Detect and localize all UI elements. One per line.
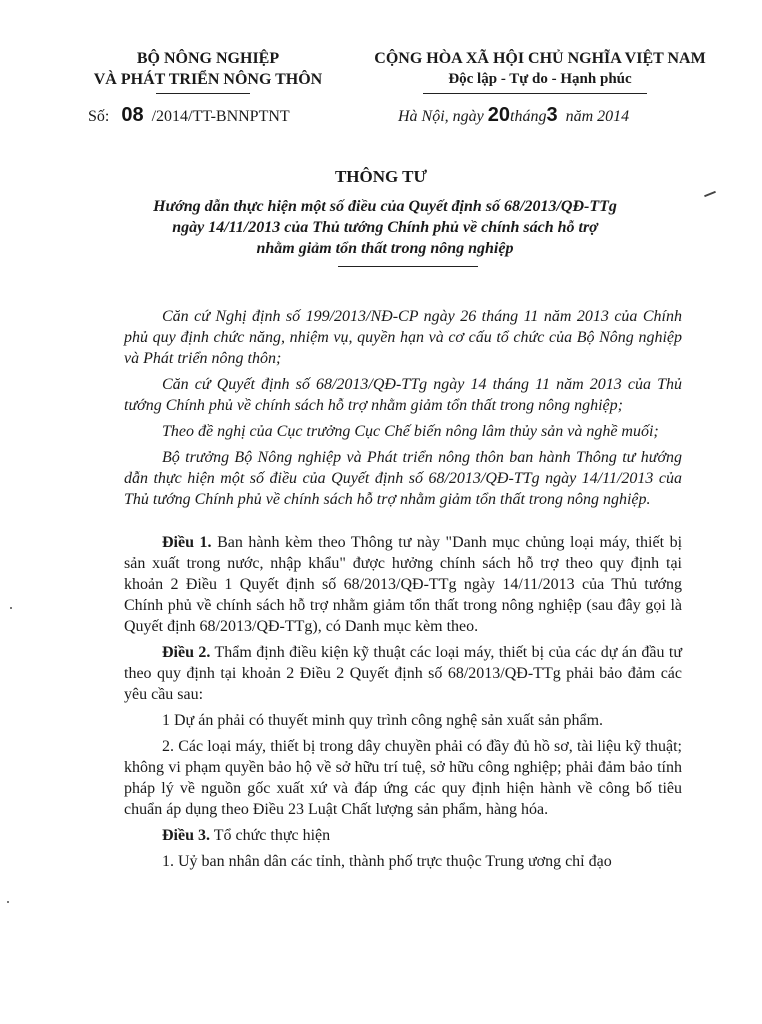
- motto-underline: [423, 93, 647, 94]
- ministry-underline: [156, 93, 250, 94]
- scan-speck: [7, 901, 9, 903]
- document-subtitle: [120, 196, 650, 259]
- preamble-3: Theo đề nghị của Cục trưởng Cục Chế biến nông lâm thủy sản và nghề muối;: [162, 423, 659, 440]
- doc-number-prefix: Số:: [88, 108, 110, 125]
- subtitle-line-2: ngày 14/11/2013 của Thủ tướng Chính phủ về chính sách hỗ trợ: [172, 219, 598, 236]
- date-line: [398, 105, 629, 127]
- article-2-item-1: 1 Dự án phải có thuyết minh quy trình công nghệ sản xuất sản phẩm.: [162, 712, 604, 729]
- date-month-handwritten: 3: [546, 104, 558, 126]
- article-3-text: Tổ chức thực hiện: [213, 827, 331, 844]
- article-2-item-2: 2. Các loại máy, thiết bị trong dây chuyền phải có đầy đủ hồ sơ, tài liệu kỹ thuật; không vi phạm quyền bảo hộ về sở hữu trí tuệ, sở hữu công nghiệp; phải đảm bảo tính pháp lý về nguồn gốc xuất xứ và đáp ứng các quy định hiện hành về công bố tiêu chuẩn áp dụng theo Điều 23 Luật Chất lượng sản phẩm, hàng hóa.: [124, 738, 682, 818]
- document-number: [88, 105, 290, 127]
- article-2-text: Thẩm định điều kiện kỹ thuật các loại máy, thiết bị của các dự án đầu tư theo quy định tại khoản 2 Điều 2 Quyết định số 68/2013/QĐ-TTg phải bảo đảm các yêu cầu sau:: [124, 644, 683, 703]
- country-line-1: CỘNG HÒA XÃ HỘI CHỦ NGHĨA VIỆT NAM: [374, 50, 706, 67]
- doc-number-handwritten: 08: [121, 104, 144, 126]
- article-3: [124, 825, 682, 846]
- subtitle-line-1: Hướng dẫn thực hiện một số điều của Quyết định số 68/2013/QĐ-TTg: [153, 198, 617, 215]
- article-3-item-1: 1. Uỷ ban nhân dân các tỉnh, thành phố trực thuộc Trung ương chỉ đạo: [162, 853, 612, 870]
- document-title: THÔNG TƯ: [334, 167, 428, 186]
- date-month-word: tháng: [510, 108, 547, 125]
- subtitle-underline: [338, 266, 478, 267]
- article-1-label: Điều 1.: [162, 534, 212, 551]
- article-2: [124, 642, 682, 705]
- date-day-handwritten: 20: [487, 104, 511, 126]
- national-header: [348, 48, 732, 90]
- scan-mark: [704, 191, 716, 197]
- preamble-1: Căn cứ Nghị định số 199/2013/NĐ-CP ngày 26 tháng 11 năm 2013 của Chính phủ quy định chức năng, nhiệm vụ, quyền hạn và cơ cấu tổ chức của Bộ Nông nghiệp và Phát triển nông thôn;: [124, 308, 682, 367]
- article-2-label: Điều 2.: [162, 644, 211, 661]
- country-motto: Độc lập - Tự do - Hạnh phúc: [448, 71, 632, 87]
- date-year: năm 2014: [565, 108, 630, 125]
- doc-number-suffix: /2014/TT-BNNPTNT: [151, 108, 290, 125]
- article-3-label: Điều 3.: [162, 827, 210, 844]
- scan-speck: [10, 607, 12, 609]
- ministry-line-1: BỘ NÔNG NGHIỆP: [136, 50, 280, 67]
- preamble-4: Bộ trưởng Bộ Nông nghiệp và Phát triển nông thôn ban hành Thông tư hướng dẫn thực hiện một số điều của Quyết định số 68/2013/QĐ-TTg ngày 14/11/2013 của Thủ tướng Chính phủ về chính sách hỗ trợ nhằm giảm tổn thất trong nông nghiệp.: [124, 449, 682, 508]
- article-1: [124, 532, 682, 637]
- ministry-header: [88, 48, 328, 90]
- article-1-text: Ban hành kèm theo Thông tư này "Danh mục chủng loại máy, thiết bị sản xuất trong nước, nhập khẩu" được hưởng chính sách hỗ trợ theo quy định tại khoản 2 Điều 1 Quyết định số 68/2013/QĐ-TTg ngày 14/11/2013 của Thủ tướng Chính phủ về chính sách hỗ trợ nhằm giảm tổn thất trong nông nghiệp (sau đây gọi là Quyết định 68/2013/QĐ-TTg), có Danh mục kèm theo.: [124, 534, 683, 635]
- subtitle-line-3: nhằm giảm tổn thất trong nông nghiệp: [256, 240, 514, 257]
- date-place: Hà Nội, ngày: [398, 108, 484, 125]
- document-body: [124, 306, 682, 872]
- ministry-line-2: VÀ PHÁT TRIỂN NÔNG THÔN: [93, 71, 323, 88]
- preamble-2: Căn cứ Quyết định số 68/2013/QĐ-TTg ngày 14 tháng 11 năm 2013 của Thủ tướng Chính phủ về chính sách hỗ trợ nhằm giảm tổn thất trong nông nghiệp;: [124, 376, 682, 414]
